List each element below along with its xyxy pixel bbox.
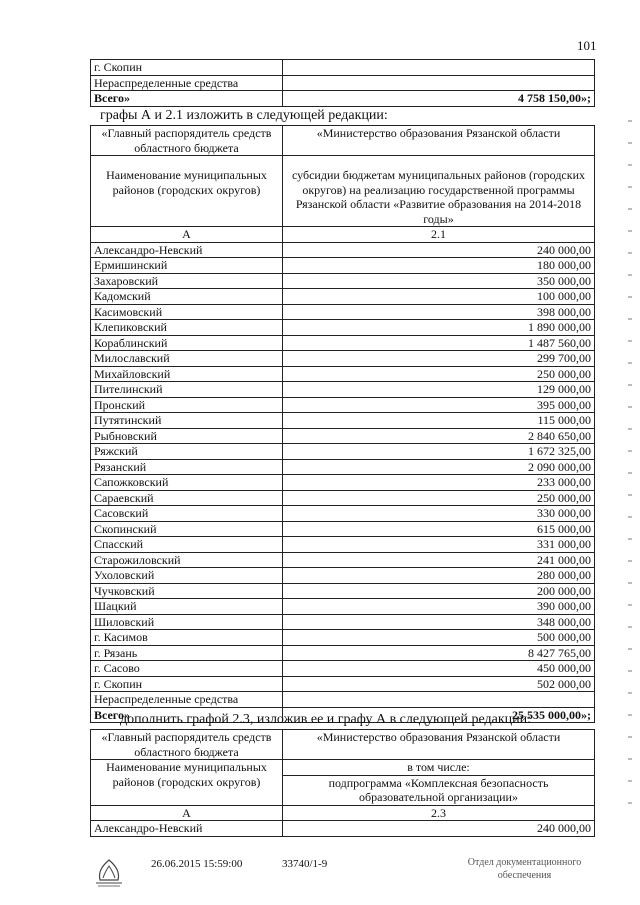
page-number: 101 — [577, 38, 597, 53]
table-row — [91, 459, 595, 475]
district-name: г. Сасово — [91, 661, 283, 677]
district-amount: 395 000,00 — [283, 397, 595, 413]
district-amount: 500 000,00 — [283, 630, 595, 646]
district-amount: 348 000,00 — [283, 614, 595, 630]
table-row — [91, 490, 595, 506]
caption-column-2-3: дополнить графой 2.3, изложив ее и графу А в следующей редакции: — [120, 712, 532, 727]
district-name: г. Касимов — [91, 630, 283, 646]
district-amount: 398 000,00 — [283, 304, 595, 320]
department-line-1: Отдел документационного — [467, 857, 582, 868]
district-amount: 390 000,00 — [283, 599, 595, 615]
district-amount: 250 000,00 — [283, 490, 595, 506]
header-row-manager — [91, 126, 595, 156]
table-row — [91, 75, 595, 91]
column-label-row — [91, 227, 595, 243]
district-amount — [283, 60, 595, 76]
district-name: Михайловский — [91, 366, 283, 382]
district-amount: 350 000,00 — [283, 273, 595, 289]
district-name: г. Скопин — [91, 676, 283, 692]
header-manager-value: «Министерство образования Рязанской области — [283, 126, 595, 156]
district-name: Милославский — [91, 351, 283, 367]
table-row — [91, 599, 595, 615]
column-label-a: А — [91, 805, 283, 821]
table-row — [91, 444, 595, 460]
district-amount: 240 000,00 — [283, 242, 595, 258]
district-amount — [283, 75, 595, 91]
district-amount: 299 700,00 — [283, 351, 595, 367]
header-municipalities-label: Наименование муниципальных районов (городских округов) — [91, 156, 283, 227]
district-amount: 115 000,00 — [283, 413, 595, 429]
table-row — [91, 413, 595, 429]
header-subprogram-name: подпрограмма «Комплексная безопасность образовательной организации» — [328, 775, 549, 804]
district-amount: 250 000,00 — [283, 366, 595, 382]
table-subsidies — [90, 125, 595, 723]
table-row — [91, 568, 595, 584]
district-name: Чучковский — [91, 583, 283, 599]
table-row — [91, 304, 595, 320]
table-row — [91, 821, 595, 837]
district-name: Путятинский — [91, 413, 283, 429]
table-safety-subprogram — [90, 729, 595, 837]
district-name: Нераспределенные средства — [91, 75, 283, 91]
district-name: Шиловский — [91, 614, 283, 630]
district-amount: 2 840 650,00 — [283, 428, 595, 444]
district-name: Рыбновский — [91, 428, 283, 444]
district-name: Спасский — [91, 537, 283, 553]
caption-columns-a-2-1: графы А и 2.1 изложить в следующей редакции: — [100, 108, 388, 123]
table-row — [91, 258, 595, 274]
header-row-description — [91, 760, 595, 806]
top-table — [90, 59, 595, 107]
district-name: Захаровский — [91, 273, 283, 289]
district-name: Сасовский — [91, 506, 283, 522]
district-name: Кадомский — [91, 289, 283, 305]
column-label-2-1: 2.1 — [283, 227, 595, 243]
district-name: Сапожковский — [91, 475, 283, 491]
district-name: Ряжский — [91, 444, 283, 460]
district-name: Александро-Невский — [91, 242, 283, 258]
district-name: Александро-Невский — [91, 821, 283, 837]
table-row — [91, 91, 595, 107]
district-amount: 2 090 000,00 — [283, 459, 595, 475]
table-row — [91, 242, 595, 258]
district-amount: 502 000,00 — [283, 676, 595, 692]
table-row — [91, 661, 595, 677]
table-row — [91, 366, 595, 382]
header-subprogram-cell — [283, 760, 595, 806]
table-row — [91, 335, 595, 351]
total-value: 25 535 000,00»; — [283, 707, 595, 723]
district-amount: 330 000,00 — [283, 506, 595, 522]
header-row-manager — [91, 730, 595, 760]
district-amount: 8 427 765,00 — [283, 645, 595, 661]
table-row — [91, 645, 595, 661]
district-amount: 4 758 150,00»; — [283, 91, 595, 107]
district-name: г. Рязань — [91, 645, 283, 661]
district-amount — [283, 692, 595, 708]
table-row — [91, 506, 595, 522]
district-name: Всего» — [91, 91, 283, 107]
district-name: Рязанский — [91, 459, 283, 475]
table-row — [91, 382, 595, 398]
district-name: Сараевский — [91, 490, 283, 506]
district-amount: 331 000,00 — [283, 537, 595, 553]
district-name: Шацкий — [91, 599, 283, 615]
column-label-row — [91, 805, 595, 821]
table-row — [91, 428, 595, 444]
district-name: Старожиловский — [91, 552, 283, 568]
header-manager-value: «Министерство образования Рязанской области — [283, 730, 595, 760]
header-subsidy-description: субсидии бюджетам муниципальных районов (городских округов) на реализацию государственной программы Рязанской области «Развитие образования на 2014-2018 годы» — [283, 156, 595, 227]
table-row — [91, 397, 595, 413]
header-manager-label: «Главный распорядитель средств областного бюджета — [91, 126, 283, 156]
district-name: Клепиковский — [91, 320, 283, 336]
table-row — [91, 630, 595, 646]
district-amount: 180 000,00 — [283, 258, 595, 274]
table-row — [91, 614, 595, 630]
table-row — [91, 320, 595, 336]
district-amount: 450 000,00 — [283, 661, 595, 677]
footer-timestamp: 26.06.2015 15:59:00 — [151, 858, 243, 870]
table-row — [91, 289, 595, 305]
column-label-a: А — [91, 227, 283, 243]
district-amount: 615 000,00 — [283, 521, 595, 537]
table-row — [91, 676, 595, 692]
organization-logo-icon — [92, 858, 126, 888]
scan-edge-marks — [628, 120, 632, 820]
district-name: Ермишинский — [91, 258, 283, 274]
district-amount: 200 000,00 — [283, 583, 595, 599]
district-amount: 241 000,00 — [283, 552, 595, 568]
table-row — [91, 521, 595, 537]
header-including-label: в том числе: — [283, 760, 594, 776]
district-amount: 129 000,00 — [283, 382, 595, 398]
district-name: Нераспределенные средства — [91, 692, 283, 708]
department-stamp — [442, 856, 607, 882]
district-name: Касимовский — [91, 304, 283, 320]
table-row — [91, 351, 595, 367]
district-amount: 280 000,00 — [283, 568, 595, 584]
column-label-2-3: 2.3 — [283, 805, 595, 821]
district-name: Пронский — [91, 397, 283, 413]
table-row — [91, 475, 595, 491]
total-label: Всего» — [91, 707, 283, 723]
district-name: г. Скопин — [91, 60, 283, 76]
district-name: Скопинский — [91, 521, 283, 537]
header-manager-label: «Главный распорядитель средств областного бюджета — [91, 730, 283, 760]
district-amount: 240 000,00 — [283, 821, 595, 837]
table-row — [91, 552, 595, 568]
district-name: Кораблинский — [91, 335, 283, 351]
district-name: Пителинский — [91, 382, 283, 398]
district-amount: 1 672 325,00 — [283, 444, 595, 460]
footer-doc-number: 33740/1-9 — [282, 858, 328, 870]
header-municipalities-label: Наименование муниципальных районов (городских округов) — [91, 760, 283, 806]
district-amount: 233 000,00 — [283, 475, 595, 491]
district-amount: 100 000,00 — [283, 289, 595, 305]
table-row — [91, 273, 595, 289]
table-row — [91, 583, 595, 599]
table-row — [91, 60, 595, 76]
table-row — [91, 537, 595, 553]
header-row-description — [91, 156, 595, 227]
district-amount: 1 487 560,00 — [283, 335, 595, 351]
district-amount: 1 890 000,00 — [283, 320, 595, 336]
table-row — [91, 692, 595, 708]
district-name: Ухоловский — [91, 568, 283, 584]
department-line-2: обеспечения — [497, 870, 552, 881]
